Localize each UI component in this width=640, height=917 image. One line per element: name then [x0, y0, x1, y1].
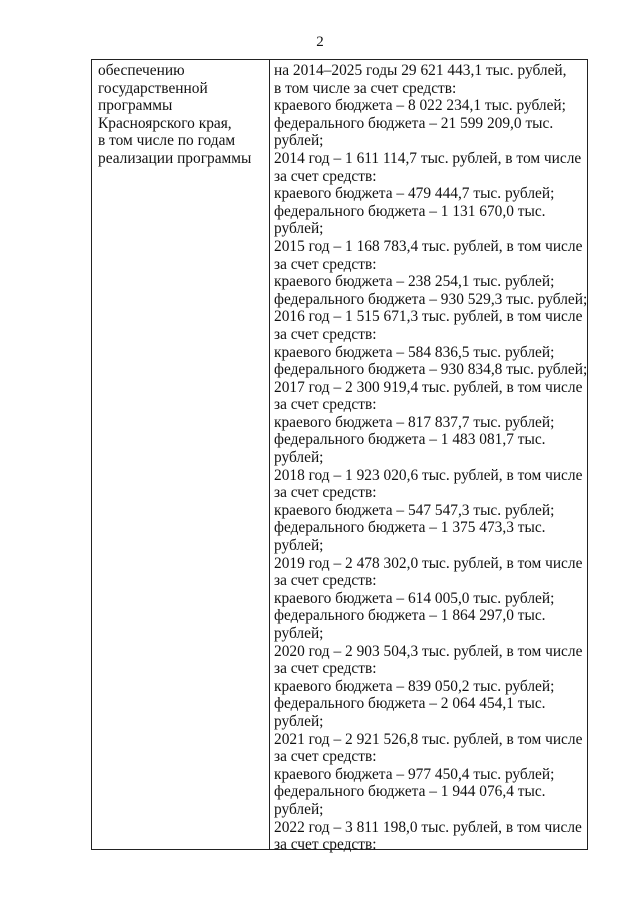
funding-text-line: федерального бюджета – 1 131 670,0 тыс. [274, 202, 546, 220]
funding-text-line: краевого бюджета – 977 450,4 тыс. рублей; [274, 765, 555, 783]
funding-text-line: федерального бюджета – 2 064 454,1 тыс. [274, 695, 546, 713]
page-number: 2 [316, 34, 324, 50]
row-label-line: реализации программы [98, 149, 252, 167]
funding-text-line: федерального бюджета – 930 529,3 тыс. рублей; [274, 290, 588, 308]
funding-text-line: рублей; [274, 220, 324, 238]
funding-text-line: федерального бюджета – 930 834,8 тыс. рублей; [274, 361, 588, 379]
funding-text-line: рублей; [274, 537, 324, 555]
funding-text-line: 2017 год – 2 300 919,4 тыс. рублей, в том числе [274, 378, 583, 396]
funding-text-line: за счет средств: [274, 255, 377, 273]
funding-text-line: 2020 год – 2 903 504,3 тыс. рублей, в том числе [274, 642, 583, 660]
funding-text-line: на 2014–2025 годы 29 621 443,1 тыс. рублей, [274, 62, 567, 79]
funding-text-line: федерального бюджета – 21 599 209,0 тыс. [274, 114, 554, 132]
funding-text-line: за счет средств: [274, 748, 377, 766]
funding-text-line: 2021 год – 2 921 526,8 тыс. рублей, в том числе [274, 730, 583, 748]
funding-text-line: краевого бюджета – 614 005,0 тыс. рублей; [274, 589, 555, 607]
column-divider [269, 60, 270, 849]
funding-text-line: за счет средств: [274, 836, 377, 854]
funding-text-line: за счет средств: [274, 660, 377, 678]
row-label-cell [98, 62, 266, 168]
row-label-line: в том числе по годам [98, 132, 236, 150]
funding-text-line: краевого бюджета – 238 254,1 тыс. рублей; [274, 273, 555, 291]
funding-details-cell [274, 62, 586, 854]
row-label-line: государственной [98, 79, 208, 97]
funding-text-line: краевого бюджета – 8 022 234,1 тыс. рублей; [274, 97, 566, 115]
funding-text-line: рублей; [274, 449, 324, 467]
funding-text-line: 2022 год – 3 811 198,0 тыс. рублей, в том числе [274, 818, 582, 836]
funding-text-line: 2014 год – 1 611 114,7 тыс. рублей, в том числе [274, 149, 582, 167]
funding-text-line: в том числе за счет средств: [274, 79, 457, 97]
funding-text-line: краевого бюджета – 584 836,5 тыс. рублей; [274, 343, 555, 361]
funding-text-line: 2016 год – 1 515 671,3 тыс. рублей, в том числе [274, 308, 583, 326]
funding-table [91, 59, 588, 854]
funding-text-line: федерального бюджета – 1 944 076,4 тыс. [274, 783, 546, 801]
funding-text-line: федерального бюджета – 1 375 473,3 тыс. [274, 519, 546, 537]
funding-text-line: краевого бюджета – 547 547,3 тыс. рублей; [274, 501, 555, 519]
funding-text-line: краевого бюджета – 479 444,7 тыс. рублей; [274, 185, 555, 203]
funding-text-line: рублей; [274, 712, 324, 730]
funding-text-line: 2015 год – 1 168 783,4 тыс. рублей, в том числе [274, 237, 583, 255]
funding-text-line: за счет средств: [274, 325, 377, 343]
funding-text-line: рублей; [274, 132, 324, 150]
funding-text-line: 2019 год – 2 478 302,0 тыс. рублей, в том числе [274, 554, 583, 572]
funding-text-line: федерального бюджета – 1 483 081,7 тыс. [274, 431, 546, 449]
row-label-line: Красноярского края, [98, 114, 232, 132]
funding-text-line: рублей; [274, 800, 324, 818]
funding-text-line: 2018 год – 1 923 020,6 тыс. рублей, в том числе [274, 466, 583, 484]
funding-text-line: краевого бюджета – 839 050,2 тыс. рублей; [274, 677, 555, 695]
funding-text-line: за счет средств: [274, 396, 377, 414]
row-label-line: программы [98, 97, 173, 115]
row-label-line: обеспечению [98, 62, 185, 79]
funding-text-line: рублей; [274, 625, 324, 642]
funding-text-line: за счет средств: [274, 484, 377, 502]
funding-text-line: за счет средств: [274, 572, 377, 590]
funding-text-line: краевого бюджета – 817 837,7 тыс. рублей; [274, 413, 555, 431]
funding-text-line: за счет средств: [274, 167, 377, 185]
funding-text-line: федерального бюджета – 1 864 297,0 тыс. [274, 607, 546, 625]
